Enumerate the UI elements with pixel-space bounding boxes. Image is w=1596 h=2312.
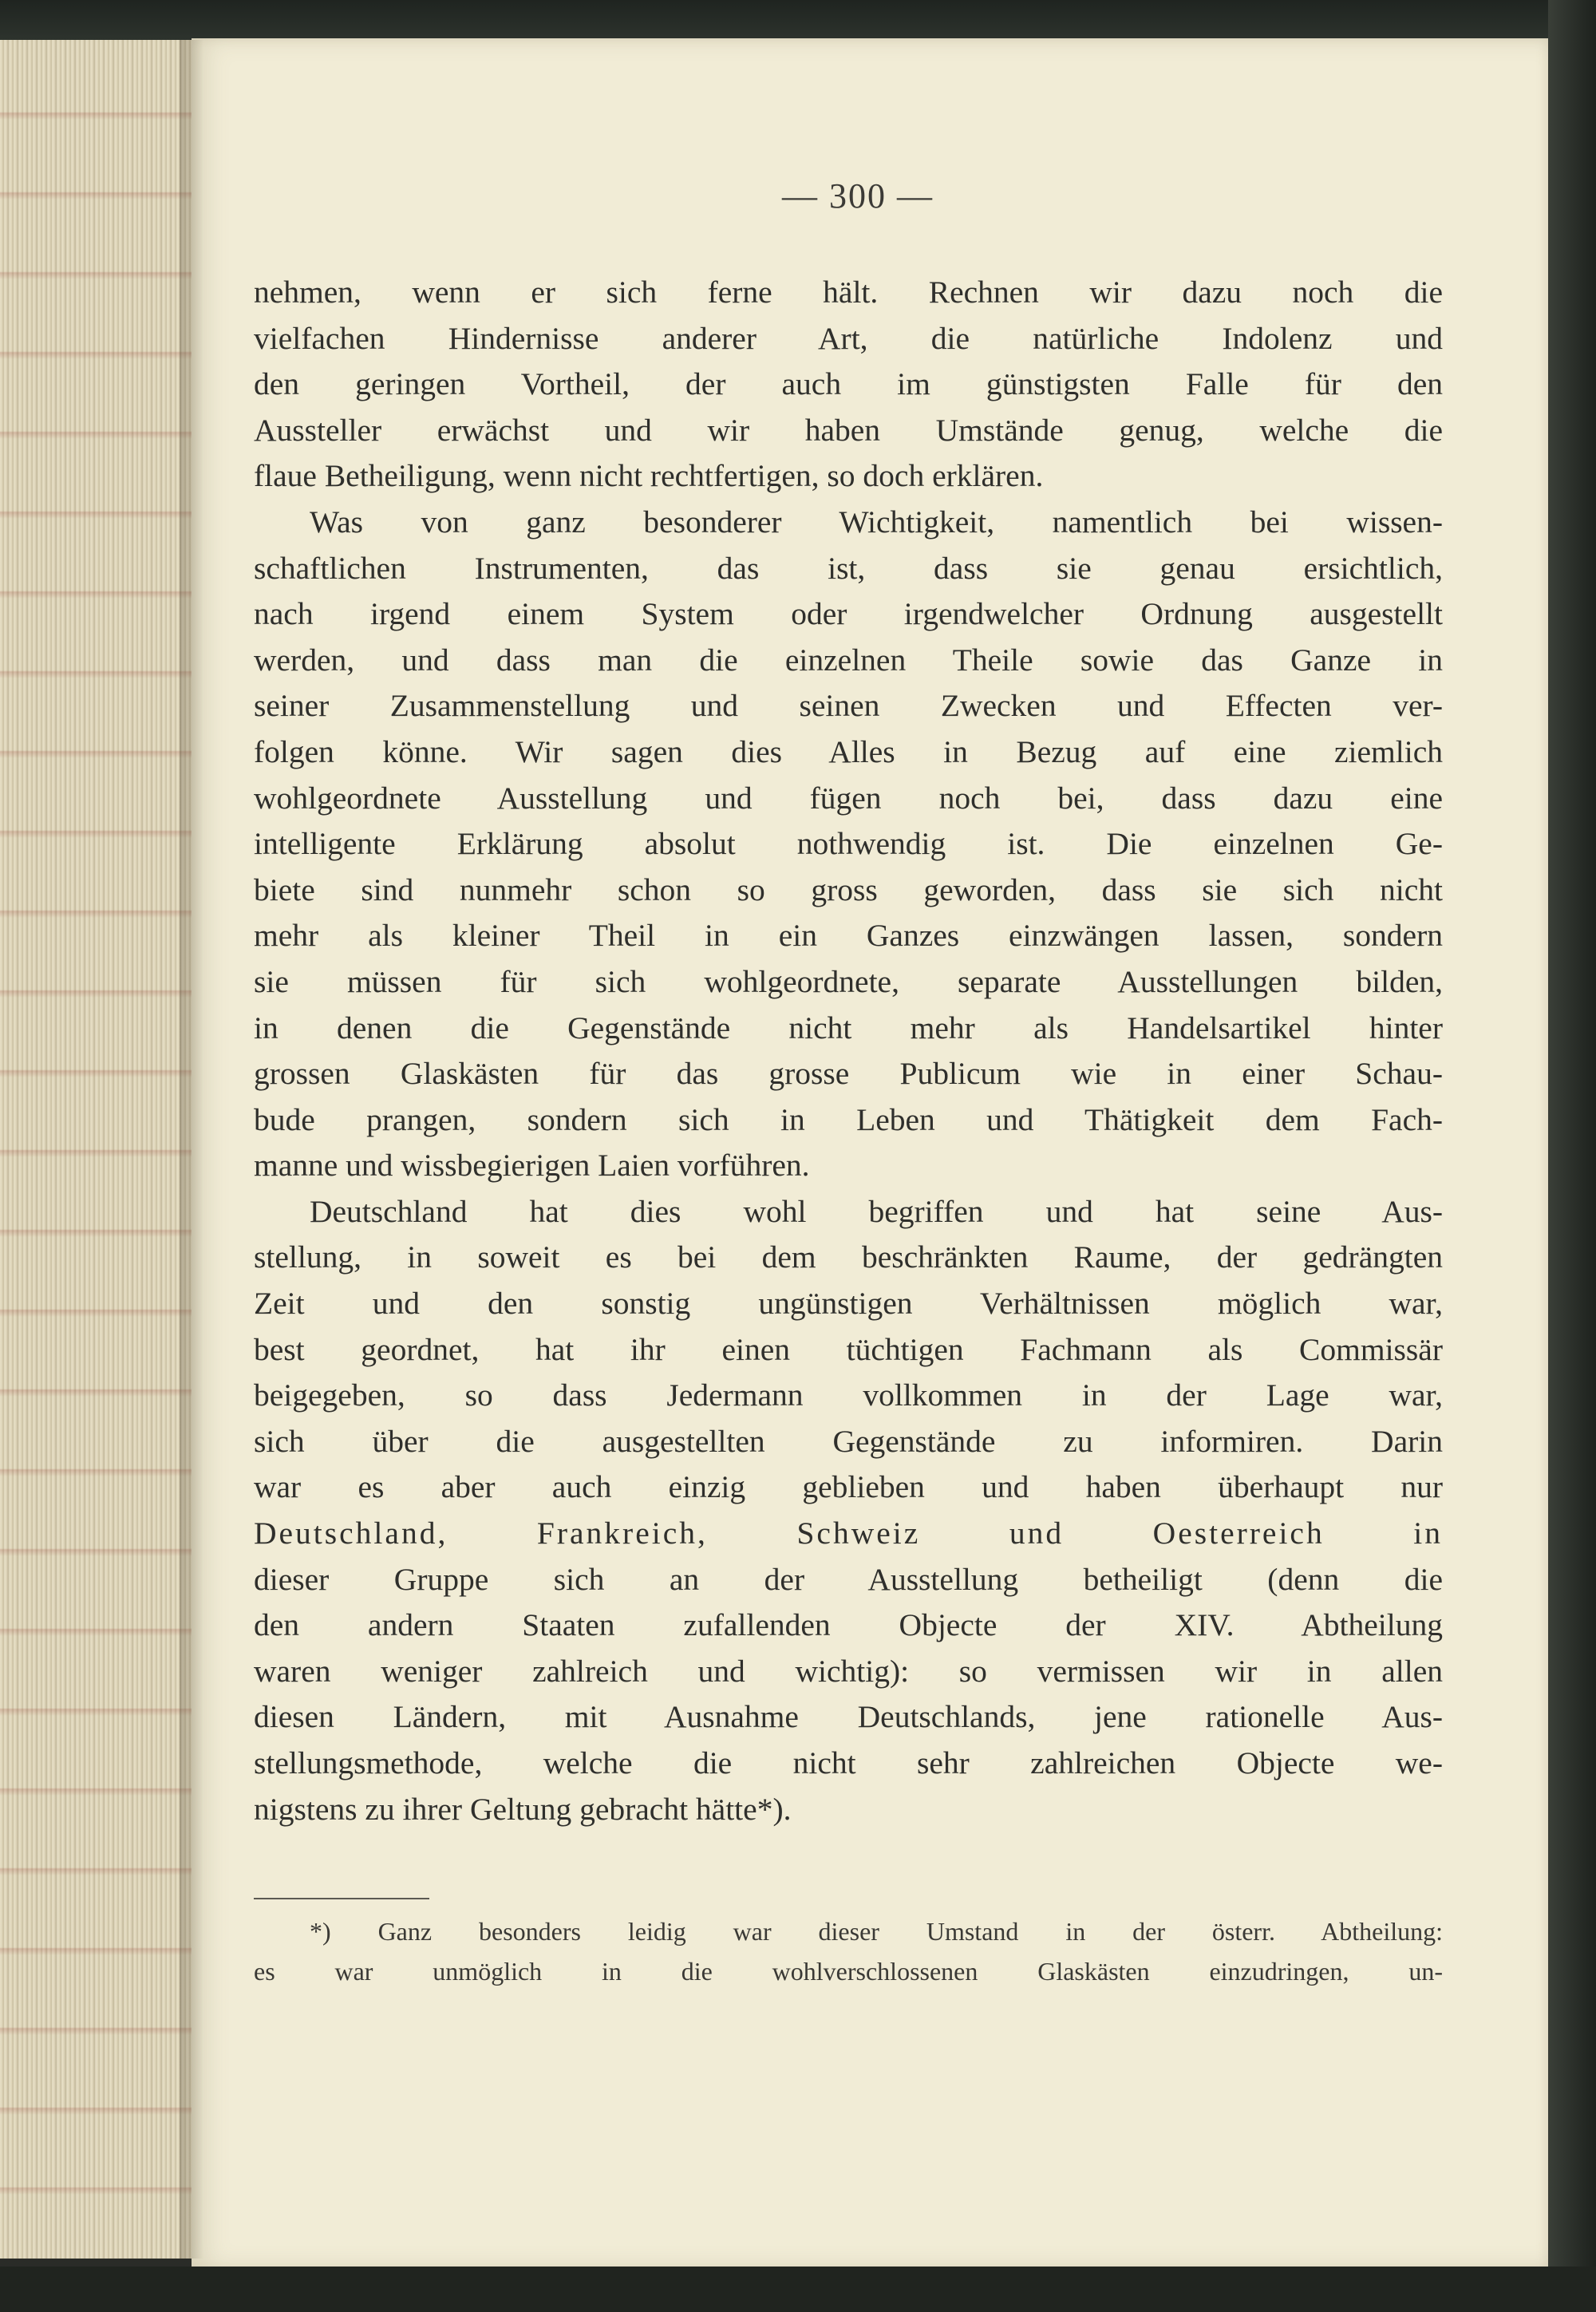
text-line: vielfachen Hindernisse anderer Art, die natürliche Indolenz und [254, 320, 1443, 356]
text-line: beigegeben, so dass Jedermann vollkommen in der Lage war, [254, 1377, 1443, 1413]
body-text [254, 270, 1443, 1832]
footnote [254, 1911, 1443, 1991]
text-line: den geringen Vortheil, der auch im günstigsten Falle für den [254, 366, 1443, 402]
footnote-line: *) Ganz besonders leidig war dieser Umstand in der österr. Abtheilung: [310, 1917, 1443, 1946]
text-line: wohlgeordnete Ausstellung und fügen noch bei, dass dazu eine [254, 780, 1443, 816]
text-line: biete sind nunmehr schon so gross geworden, dass sie sich nicht [254, 871, 1443, 907]
text-line: Aussteller erwächst und wir haben Umstände genug, welche die [254, 412, 1443, 448]
text-line: diesen Ländern, mit Ausnahme Deutschlands, jene rationelle Aus- [254, 1699, 1443, 1735]
text-line: nach irgend einem System oder irgendwelcher Ordnung ausgestellt [254, 596, 1443, 632]
scanner-backdrop-bottom [0, 2267, 1596, 2312]
text-line: nehmen, wenn er sich ferne hält. Rechnen wir dazu noch die [254, 275, 1443, 310]
text-line: bude prangen, sondern sich in Leben und Thätigkeit dem Fach- [254, 1101, 1443, 1137]
book-cover-right [1548, 0, 1596, 2312]
text-line: Zeit und den sonstig ungünstigen Verhältnissen möglich war, [254, 1286, 1443, 1322]
text-line: mehr als kleiner Theil in ein Ganzes einzwängen lassen, sondern [254, 918, 1443, 954]
text-line: war es aber auch einzig geblieben und haben überhaupt nur [254, 1469, 1443, 1505]
text-line: intelligente Erklärung absolut nothwendig ist. Die einzelnen Ge- [254, 826, 1443, 862]
text-line: Deutschland hat dies wohl begriffen und hat seine Aus- [310, 1193, 1443, 1229]
footnote-line: es war unmöglich in die wohlverschlossenen Glaskästen einzudringen, un- [254, 1957, 1443, 1986]
text-line: werden, und dass man die einzelnen Theile sowie das Ganze in [254, 642, 1443, 678]
text-line: folgen könne. Wir sagen dies Alles in Bezug auf eine ziemlich [254, 733, 1443, 769]
page-number: — 300 — [782, 176, 934, 215]
text-line: den andern Staaten zufallenden Objecte der XIV. Abtheilung [254, 1607, 1443, 1643]
text-line: stellungsmethode, welche die nicht sehr zahlreichen Objecte we- [254, 1745, 1443, 1780]
text-line: sie müssen für sich wohlgeordnete, separate Ausstellungen bilden, [254, 963, 1443, 999]
text-line: schaftlichen Instrumenten, das ist, dass sie genau ersichtlich, [254, 550, 1443, 586]
text-line: grossen Glaskästen für das grosse Publicum wie in einer Schau- [254, 1056, 1443, 1092]
gutter-shadow [180, 40, 203, 2259]
text-line: in denen die Gegenstände nicht mehr als Handelsartikel hinter [254, 1010, 1443, 1045]
text-line: waren weniger zahlreich und wichtig): so vermissen wir in allen [254, 1653, 1443, 1689]
text-line: manne und wissbegierigen Laien vorführen. [254, 1148, 810, 1184]
text-line: nigstens zu ihrer Geltung gebracht hätte*). [254, 1791, 792, 1827]
text-line: Deutschland, Frankreich, Schweiz und Oesterreich in [254, 1516, 1443, 1551]
text-line: dieser Gruppe sich an der Ausstellung betheiligt (denn die [254, 1561, 1443, 1597]
text-line: stellung, in soweit es bei dem beschränkten Raume, der gedrängten [254, 1239, 1443, 1275]
book-cover-top [0, 0, 1596, 40]
text-line: flaue Betheiligung, wenn nicht rechtfertigen, so doch erklären. [254, 458, 1044, 494]
text-line: sich über die ausgestellten Gegenstände zu informiren. Darin [254, 1423, 1443, 1459]
footnote-rule [254, 1898, 429, 1899]
text-line: Was von ganz besonderer Wichtigkeit, namentlich bei wissen- [310, 504, 1443, 539]
text-line: best geordnet, hat ihr einen tüchtigen Fachmann als Commissär [254, 1331, 1443, 1367]
text-line: seiner Zusammenstellung und seinen Zwecken und Effecten ver- [254, 688, 1443, 724]
page-edges-stack [0, 40, 193, 2259]
